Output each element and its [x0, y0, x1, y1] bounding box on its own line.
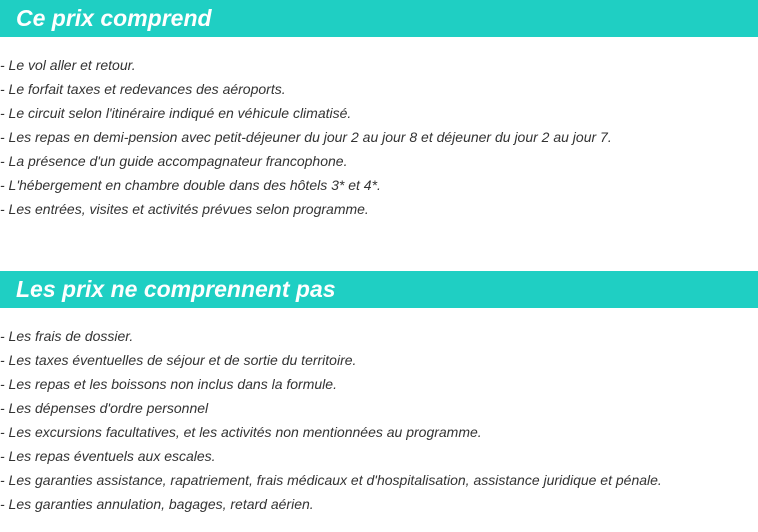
included-section-title: Ce prix comprend	[16, 5, 212, 31]
included-item: - Les entrées, visites et activités prévues selon programme.	[0, 201, 369, 217]
excluded-item: - Les excursions facultatives, et les activités non mentionnées au programme.	[0, 424, 482, 440]
excluded-section-title: Les prix ne comprennent pas	[16, 276, 336, 302]
excluded-item: - Les dépenses d'ordre personnel	[0, 400, 209, 416]
excluded-item: - Les taxes éventuelles de séjour et de sortie du territoire.	[0, 352, 357, 368]
excluded-item: - Les garanties assistance, rapatriement, frais médicaux et d'hospitalisation, assistance juridique et pénale.	[0, 472, 662, 488]
excluded-items-list	[0, 324, 662, 516]
included-section-header	[0, 0, 758, 37]
excluded-item: - Les garanties annulation, bagages, retard aérien.	[0, 496, 314, 512]
excluded-item: - Les repas éventuels aux escales.	[0, 448, 216, 464]
included-items-list	[0, 53, 612, 221]
excluded-item: - Les repas et les boissons non inclus dans la formule.	[0, 376, 337, 392]
included-item: - Le circuit selon l'itinéraire indiqué en véhicule climatisé.	[0, 105, 352, 121]
excluded-item: - Les frais de dossier.	[0, 328, 134, 344]
included-item: - Les repas en demi-pension avec petit-déjeuner du jour 2 au jour 8 et déjeuner du jour 2 au jour 7.	[0, 129, 612, 145]
excluded-section-header	[0, 271, 758, 308]
included-item: - L'hébergement en chambre double dans des hôtels 3* et 4*.	[0, 177, 381, 193]
included-item: - Le forfait taxes et redevances des aéroports.	[0, 81, 286, 97]
included-item: - La présence d'un guide accompagnateur francophone.	[0, 153, 348, 169]
included-item: - Le vol aller et retour.	[0, 57, 136, 73]
